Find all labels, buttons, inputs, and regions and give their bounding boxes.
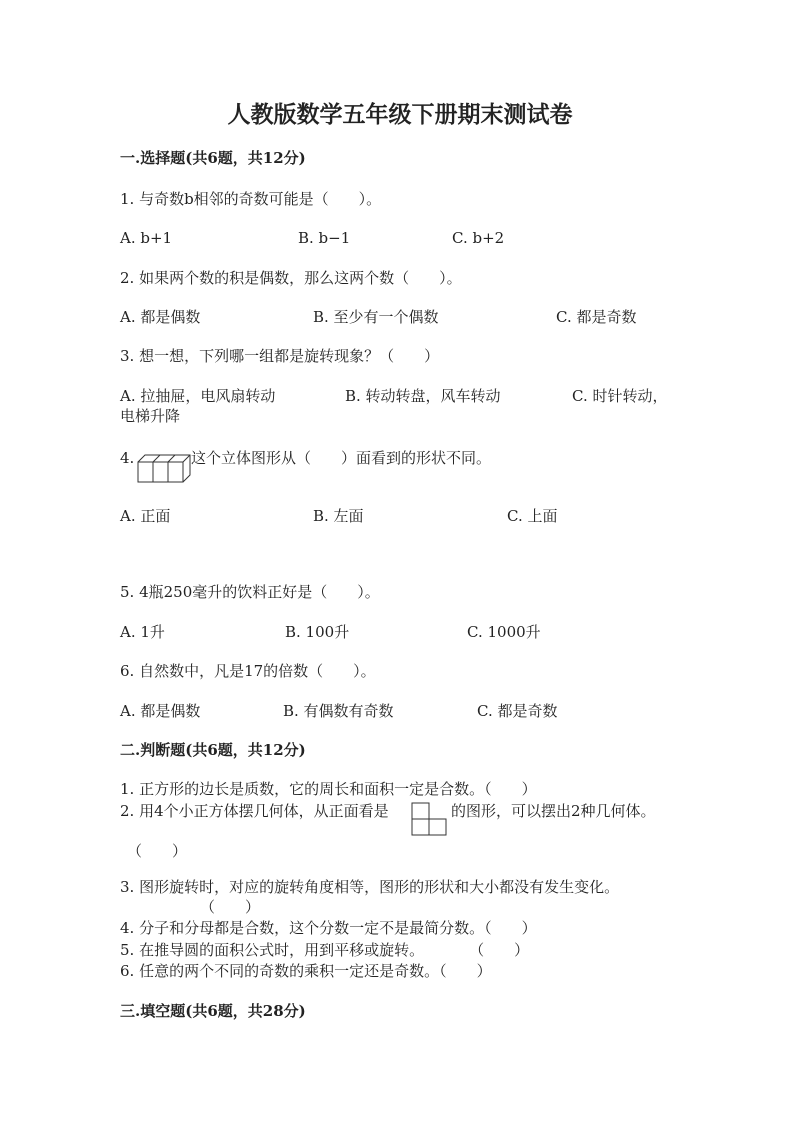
judgment-4: 4. 分子和分母都是合数，这个分数一定不是最简分数。（ ） — [120, 919, 537, 937]
question-4-option-a: A. 正面 — [120, 507, 171, 525]
question-5-stem: 5. 4瓶250毫升的饮料正好是（ ）。 — [120, 583, 380, 601]
question-3-option-b: B. 转动转盘，风车转动 — [345, 387, 501, 405]
question-4-option-b: B. 左面 — [313, 507, 364, 525]
l-shape-squares-figure — [411, 802, 447, 836]
question-3-option-a: A. 拉抽屉，电风扇转动 — [120, 387, 276, 405]
question-1-stem: 1. 与奇数b相邻的奇数可能是（ ）。 — [120, 190, 382, 208]
question-1-option-a: A. b+1 — [120, 229, 173, 247]
question-3-stem: 3. 想一想，下列哪一组都是旋转现象？（ ） — [120, 347, 440, 365]
question-2-option-a: A. 都是偶数 — [120, 308, 201, 326]
judgment-2-answer-blank: （ ） — [127, 842, 188, 860]
question-2-stem: 2. 如果两个数的积是偶数，那么这两个数（ ）。 — [120, 269, 462, 287]
section-heading-choice: 一.选择题(共6题，共12分) — [120, 149, 306, 167]
cube-front-2 — [153, 462, 168, 482]
three-cubes-row-figure — [137, 454, 191, 484]
square-bottom-right — [429, 819, 446, 835]
question-2-option-c: C. 都是奇数 — [556, 308, 637, 326]
cube-front-3 — [168, 462, 183, 482]
question-5-option-a: A. 1升 — [120, 623, 165, 641]
question-3-option-c-continued: 电梯升降 — [120, 407, 181, 425]
question-2-option-b: B. 至少有一个偶数 — [313, 308, 439, 326]
judgment-2-part-2: 的图形，可以摆出2种几何体。 — [451, 802, 656, 820]
question-4-stem: 这个立体图形从（ ）面看到的形状不同。 — [191, 449, 492, 467]
cube-edge-2 — [168, 455, 175, 462]
judgment-1: 1. 正方形的边长是质数，它的周长和面积一定是合数。（ ） — [120, 780, 537, 798]
judgment-3-answer-blank: （ ） — [200, 898, 261, 916]
judgment-5: 5. 在推导圆的面积公式时，用到平移或旋转。 （ ） — [120, 941, 530, 959]
section-heading-judgment: 二.判断题(共6题，共12分) — [120, 741, 306, 759]
question-1-option-b: B. b−1 — [298, 229, 351, 247]
question-6-option-c: C. 都是奇数 — [477, 702, 558, 720]
question-6-option-b: B. 有偶数有奇数 — [283, 702, 394, 720]
judgment-6: 6. 任意的两个不同的奇数的乘积一定还是奇数。（ ） — [120, 962, 492, 980]
question-1-option-c: C. b+2 — [452, 229, 505, 247]
page-title: 人教版数学五年级下册期末测试卷 — [227, 101, 573, 128]
question-4-option-c: C. 上面 — [507, 507, 558, 525]
question-5-option-b: B. 100升 — [285, 623, 350, 641]
cube-front-1 — [138, 462, 153, 482]
cube-edge-3 — [183, 455, 190, 462]
square-bottom-left — [412, 819, 429, 835]
square-top — [412, 803, 429, 819]
cubes-top-side-outline — [138, 455, 190, 482]
section-heading-fill-blank: 三.填空题(共6题，共28分) — [120, 1002, 306, 1020]
question-4-number: 4. — [120, 449, 135, 467]
question-6-option-a: A. 都是偶数 — [120, 702, 201, 720]
cube-edge-1 — [153, 455, 160, 462]
judgment-3: 3. 图形旋转时，对应的旋转角度相等，图形的形状和大小都没有发生变化。 — [120, 878, 620, 896]
question-6-stem: 6. 自然数中，凡是17的倍数（ ）。 — [120, 662, 376, 680]
judgment-2-part-1: 2. 用4个小正方体摆几何体，从正面看是 — [120, 802, 389, 820]
question-3-option-c: C. 时针转动， — [572, 387, 668, 405]
question-5-option-c: C. 1000升 — [467, 623, 541, 641]
